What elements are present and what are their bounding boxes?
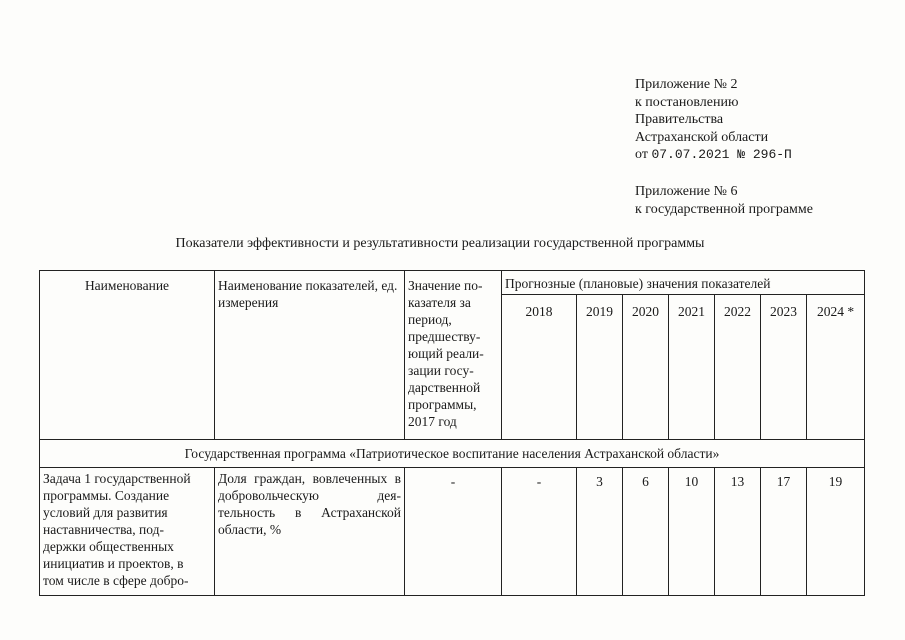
header-year: 2019 <box>577 295 623 440</box>
program-attachment-line: Приложение № 6 <box>635 184 738 199</box>
header-year: 2023 <box>761 295 807 440</box>
row-task-name-line: программы. Создание <box>43 488 170 503</box>
row-task-name-line: держки общественных <box>43 539 174 554</box>
row-year-value: 13 <box>715 468 761 596</box>
row-task-name <box>40 468 215 596</box>
header-year: 2022 <box>715 295 761 440</box>
row-year-value: 10 <box>669 468 715 596</box>
decree-attachment-line: Правительства <box>635 112 724 127</box>
row-indicator: Доля граждан, вовлеченных в добровольческую дея-тельность в Астраханской области, % <box>215 468 405 596</box>
table-row <box>40 468 865 596</box>
header-indicator: Наименование показателей, ед. измерения <box>215 271 405 440</box>
decree-date-line <box>635 146 792 164</box>
header-prior-value-line: программы, <box>408 397 477 412</box>
header-prior-value-line: ющий реали- <box>408 346 484 361</box>
decree-attachment-line: Астраханской области <box>635 129 769 145</box>
document-title: Показатели эффективности и результативности реализации государственной программы <box>175 236 705 251</box>
decree-date-number: 07.07.2021 № 296-П <box>651 147 792 162</box>
decree-attachment-block <box>635 76 792 164</box>
header-prior-value-line: Значение по- <box>408 278 483 293</box>
program-attachment-block <box>635 183 813 218</box>
header-prior-value-line: казателя за <box>408 295 471 310</box>
row-task-name-line: Задача 1 государственной <box>43 471 191 486</box>
header-prior-value-line: предшеству- <box>408 329 481 344</box>
row-prior-value: - <box>405 468 502 596</box>
header-prior-value-line: дарственной <box>408 380 481 395</box>
header-prior-value-line: 2017 год <box>408 414 457 429</box>
indicators-table <box>39 270 865 596</box>
header-prior-value-line: период, <box>408 312 452 327</box>
header-year: 2018 <box>502 295 577 440</box>
decree-attachment-line: к постановлению <box>635 94 739 110</box>
header-year: 2024 * <box>807 295 865 440</box>
decree-date-prefix: от <box>635 147 648 162</box>
header-year: 2020 <box>623 295 669 440</box>
row-year-value: - <box>502 468 577 596</box>
row-task-name-line: инициатив и проектов, в <box>43 556 184 571</box>
header-prior-value-line: зации госу- <box>408 363 474 378</box>
section-title: Государственная программа «Патриотическое воспитание населения Астраханской области» <box>40 440 865 468</box>
row-year-value: 17 <box>761 468 807 596</box>
program-attachment-line: к государственной программе <box>635 201 813 217</box>
row-year-value: 3 <box>577 468 623 596</box>
header-prior-value <box>405 271 502 440</box>
row-task-name-line: условий для развития <box>43 505 168 520</box>
header-year: 2021 <box>669 295 715 440</box>
row-task-name-line: том числе в сфере добро- <box>43 573 189 588</box>
row-year-value: 19 <box>807 468 865 596</box>
row-year-value: 6 <box>623 468 669 596</box>
row-task-name-line: наставничества, под- <box>43 522 164 537</box>
table-section-row <box>40 440 865 468</box>
decree-attachment-line: Приложение № 2 <box>635 77 738 92</box>
header-forecast: Прогнозные (плановые) значения показателей <box>502 271 865 295</box>
table-header-row <box>40 271 865 295</box>
header-name: Наименование <box>40 271 215 440</box>
